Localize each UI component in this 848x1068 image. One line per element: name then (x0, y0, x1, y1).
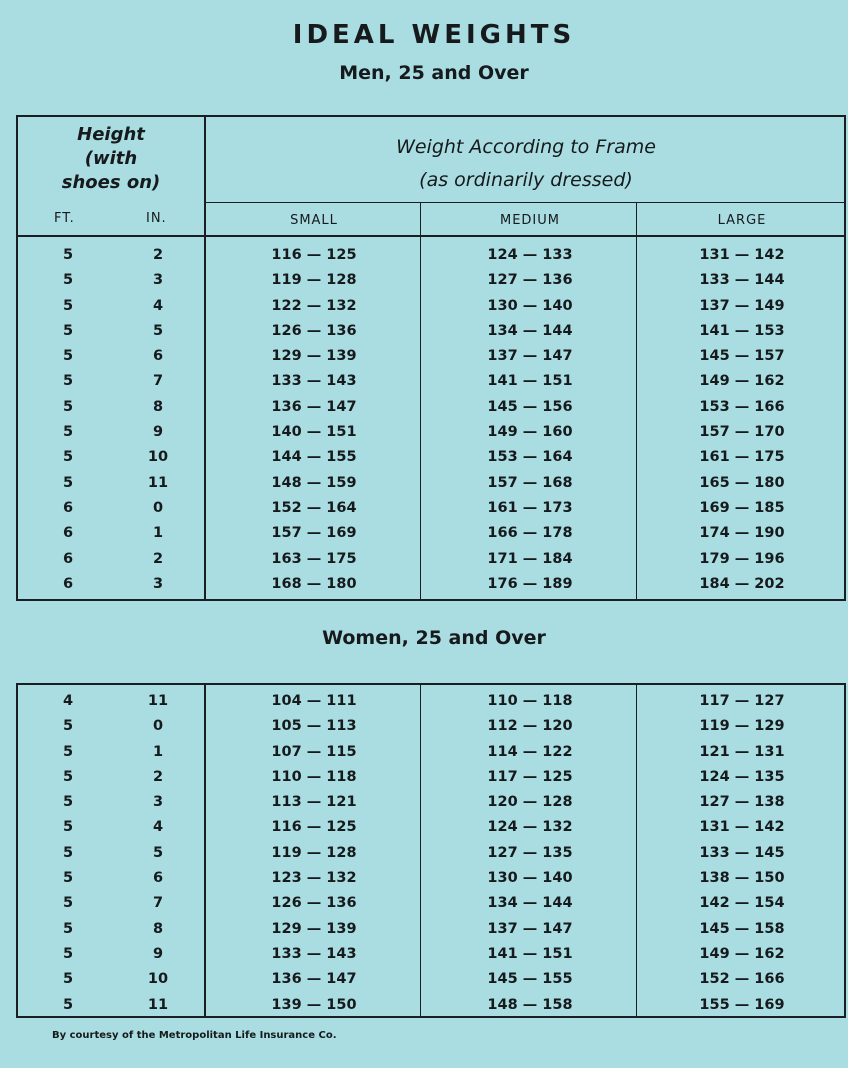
table-row (18, 547, 844, 572)
large-frame-cell: 157 — 170 (699, 424, 785, 441)
ft-column-header: FT. (54, 211, 75, 226)
height-feet-cell: 6 (62, 499, 74, 516)
medium-frame-cell: 145 — 155 (487, 971, 573, 988)
height-inches-cell: 9 (152, 424, 164, 441)
height-header-line3: shoes on) (61, 172, 161, 193)
table-row (18, 268, 844, 293)
height-inches-cell: 1 (152, 743, 164, 760)
medium-frame-cell: 117 — 125 (487, 768, 573, 785)
height-feet-cell: 5 (62, 870, 74, 887)
table-row (18, 866, 844, 891)
page-title: IDEAL WEIGHTS (292, 20, 576, 50)
table-row (18, 445, 844, 470)
small-frame-cell: 168 — 180 (271, 575, 357, 592)
medium-frame-cell: 166 — 178 (487, 525, 573, 542)
small-frame-cell: 105 — 113 (271, 718, 357, 735)
large-frame-cell: 149 — 162 (699, 945, 785, 962)
small-frame-cell: 110 — 118 (271, 768, 357, 785)
in-column-header: IN. (146, 211, 167, 226)
table-row (18, 395, 844, 420)
height-feet-cell: 5 (62, 247, 74, 263)
medium-frame-cell: 145 — 156 (487, 398, 573, 415)
medium-frame-cell: 124 — 133 (487, 247, 573, 263)
height-feet-cell: 5 (62, 794, 74, 811)
medium-frame-cell: 112 — 120 (487, 718, 573, 735)
height-inches-cell: 7 (152, 895, 164, 912)
height-header-line1: Height (77, 124, 145, 145)
medium-frame-cell: 130 — 140 (487, 297, 573, 314)
height-inches-cell: 3 (152, 794, 164, 811)
large-frame-cell: 138 — 150 (699, 870, 785, 887)
men-subtitle: Men, 25 and Over (339, 62, 529, 84)
height-feet-cell: 5 (62, 474, 74, 491)
height-feet-cell: 5 (62, 424, 74, 441)
height-feet-cell: 5 (62, 348, 74, 365)
small-frame-cell: 116 — 125 (271, 819, 357, 836)
height-feet-cell: 5 (62, 844, 74, 861)
height-inches-cell: 11 (147, 474, 169, 491)
small-frame-cell: 126 — 136 (271, 322, 357, 339)
small-frame-cell: 129 — 139 (271, 920, 357, 937)
large-frame-cell: 145 — 157 (699, 348, 785, 365)
height-feet-cell: 5 (62, 743, 74, 760)
large-frame-cell: 165 — 180 (699, 474, 785, 491)
table-row (18, 420, 844, 445)
women-rows (18, 689, 844, 1018)
small-frame-cell: 113 — 121 (271, 794, 357, 811)
medium-frame-cell: 134 — 144 (487, 322, 573, 339)
small-frame-cell: 136 — 147 (271, 398, 357, 415)
height-feet-cell: 5 (62, 373, 74, 390)
height-inches-cell: 8 (152, 398, 164, 415)
table-row (18, 917, 844, 942)
header-bottom-rule (18, 235, 844, 237)
men-rows (18, 243, 844, 597)
height-feet-cell: 5 (62, 945, 74, 962)
small-column-header: SMALL (290, 213, 338, 228)
height-inches-cell: 5 (152, 322, 164, 339)
small-frame-cell: 129 — 139 (271, 348, 357, 365)
height-feet-cell: 5 (62, 920, 74, 937)
medium-frame-cell: 171 — 184 (487, 550, 573, 567)
height-inches-cell: 3 (152, 272, 164, 289)
table-row (18, 740, 844, 765)
large-frame-cell: 119 — 129 (699, 718, 785, 735)
table-row (18, 243, 844, 268)
small-frame-cell: 148 — 159 (271, 474, 357, 491)
large-frame-cell: 121 — 131 (699, 743, 785, 760)
large-frame-cell: 161 — 175 (699, 449, 785, 466)
medium-column-header: MEDIUM (499, 213, 560, 228)
medium-frame-cell: 127 — 135 (487, 844, 573, 861)
small-frame-cell: 116 — 125 (271, 247, 357, 263)
small-frame-cell: 119 — 128 (271, 844, 357, 861)
height-feet-cell: 5 (62, 297, 74, 314)
table-row (18, 993, 844, 1018)
height-feet-cell: 5 (62, 272, 74, 289)
height-inches-cell: 11 (147, 996, 169, 1013)
small-frame-cell: 139 — 150 (271, 996, 357, 1013)
large-frame-cell: 127 — 138 (699, 794, 785, 811)
large-frame-cell: 155 — 169 (699, 996, 785, 1013)
medium-frame-cell: 137 — 147 (487, 920, 573, 937)
men-weight-table (16, 115, 846, 601)
small-frame-cell: 123 — 132 (271, 870, 357, 887)
large-frame-cell: 145 — 158 (699, 920, 785, 937)
large-frame-cell: 137 — 149 (699, 297, 785, 314)
large-frame-cell: 131 — 142 (699, 247, 785, 263)
medium-frame-cell: 114 — 122 (487, 743, 573, 760)
large-frame-cell: 153 — 166 (699, 398, 785, 415)
medium-frame-cell: 176 — 189 (487, 575, 573, 592)
medium-frame-cell: 110 — 118 (487, 693, 573, 709)
small-frame-cell: 119 — 128 (271, 272, 357, 289)
women-weight-table (16, 683, 846, 1018)
table-row (18, 790, 844, 815)
height-inches-cell: 2 (152, 247, 164, 263)
medium-frame-cell: 141 — 151 (487, 373, 573, 390)
height-inches-cell: 3 (152, 575, 164, 592)
table-row (18, 841, 844, 866)
courtesy-footer: By courtesy of the Metropolitan Life Insurance Co. (52, 1030, 337, 1041)
table-row (18, 572, 844, 597)
height-header-line2: (with (84, 148, 138, 169)
height-feet-cell: 5 (62, 322, 74, 339)
small-frame-cell: 152 — 164 (271, 499, 357, 516)
height-inches-cell: 4 (152, 297, 164, 314)
height-feet-cell: 5 (62, 768, 74, 785)
height-inches-cell: 8 (152, 920, 164, 937)
table-row (18, 471, 844, 496)
height-inches-cell: 5 (152, 844, 164, 861)
large-frame-cell: 179 — 196 (699, 550, 785, 567)
frame-header (206, 131, 846, 197)
large-frame-cell: 152 — 166 (699, 971, 785, 988)
height-feet-cell: 6 (62, 575, 74, 592)
table-row (18, 891, 844, 916)
height-inches-cell: 10 (147, 449, 169, 466)
women-subtitle: Women, 25 and Over (322, 627, 546, 649)
large-frame-cell: 124 — 135 (699, 768, 785, 785)
small-frame-cell: 140 — 151 (271, 424, 357, 441)
small-frame-cell: 136 — 147 (271, 971, 357, 988)
large-frame-cell: 169 — 185 (699, 499, 785, 516)
small-frame-cell: 126 — 136 (271, 895, 357, 912)
small-frame-cell: 122 — 132 (271, 297, 357, 314)
table-row (18, 815, 844, 840)
frame-header-line1: Weight According to Frame (396, 136, 656, 158)
large-frame-cell: 184 — 202 (699, 575, 785, 592)
small-frame-cell: 107 — 115 (271, 743, 357, 760)
frame-header-line2: (as ordinarily dressed) (419, 169, 633, 191)
medium-frame-cell: 124 — 132 (487, 819, 573, 836)
large-column-header: LARGE (717, 213, 767, 228)
medium-frame-cell: 120 — 128 (487, 794, 573, 811)
large-frame-cell: 133 — 145 (699, 844, 785, 861)
large-frame-cell: 141 — 153 (699, 322, 785, 339)
large-frame-cell: 142 — 154 (699, 895, 785, 912)
height-inches-cell: 2 (152, 550, 164, 567)
height-feet-cell: 5 (62, 819, 74, 836)
large-frame-cell: 117 — 127 (699, 693, 785, 709)
height-feet-cell: 4 (62, 693, 74, 709)
medium-frame-cell: 134 — 144 (487, 895, 573, 912)
height-inches-cell: 6 (152, 870, 164, 887)
table-row (18, 942, 844, 967)
medium-frame-cell: 157 — 168 (487, 474, 573, 491)
medium-frame-cell: 130 — 140 (487, 870, 573, 887)
height-inches-cell: 6 (152, 348, 164, 365)
table-row (18, 369, 844, 394)
height-feet-cell: 5 (62, 718, 74, 735)
medium-frame-cell: 141 — 151 (487, 945, 573, 962)
height-inches-cell: 2 (152, 768, 164, 785)
table-row (18, 765, 844, 790)
table-row (18, 689, 844, 714)
height-inches-cell: 9 (152, 945, 164, 962)
large-frame-cell: 174 — 190 (699, 525, 785, 542)
height-inches-cell: 0 (152, 718, 164, 735)
large-frame-cell: 149 — 162 (699, 373, 785, 390)
table-row (18, 294, 844, 319)
medium-frame-cell: 149 — 160 (487, 424, 573, 441)
large-frame-cell: 131 — 142 (699, 819, 785, 836)
height-feet-cell: 6 (62, 550, 74, 567)
height-header (18, 123, 204, 195)
table-row (18, 344, 844, 369)
height-feet-cell: 5 (62, 449, 74, 466)
table-row (18, 521, 844, 546)
small-frame-cell: 157 — 169 (271, 525, 357, 542)
medium-frame-cell: 153 — 164 (487, 449, 573, 466)
small-frame-cell: 133 — 143 (271, 945, 357, 962)
small-frame-cell: 104 — 111 (271, 693, 357, 709)
height-feet-cell: 6 (62, 525, 74, 542)
height-inches-cell: 0 (152, 499, 164, 516)
frame-header-divider (206, 202, 844, 203)
small-frame-cell: 163 — 175 (271, 550, 357, 567)
table-row (18, 496, 844, 521)
medium-frame-cell: 137 — 147 (487, 348, 573, 365)
height-inches-cell: 10 (147, 971, 169, 988)
height-feet-cell: 5 (62, 895, 74, 912)
small-frame-cell: 144 — 155 (271, 449, 357, 466)
table-row (18, 967, 844, 992)
small-frame-cell: 133 — 143 (271, 373, 357, 390)
height-feet-cell: 5 (62, 971, 74, 988)
medium-frame-cell: 127 — 136 (487, 272, 573, 289)
medium-frame-cell: 148 — 158 (487, 996, 573, 1013)
height-feet-cell: 5 (62, 398, 74, 415)
height-inches-cell: 7 (152, 373, 164, 390)
height-inches-cell: 1 (152, 525, 164, 542)
table-row (18, 319, 844, 344)
height-inches-cell: 11 (147, 693, 169, 709)
height-inches-cell: 4 (152, 819, 164, 836)
height-feet-cell: 5 (62, 996, 74, 1013)
medium-frame-cell: 161 — 173 (487, 499, 573, 516)
table-row (18, 714, 844, 739)
large-frame-cell: 133 — 144 (699, 272, 785, 289)
